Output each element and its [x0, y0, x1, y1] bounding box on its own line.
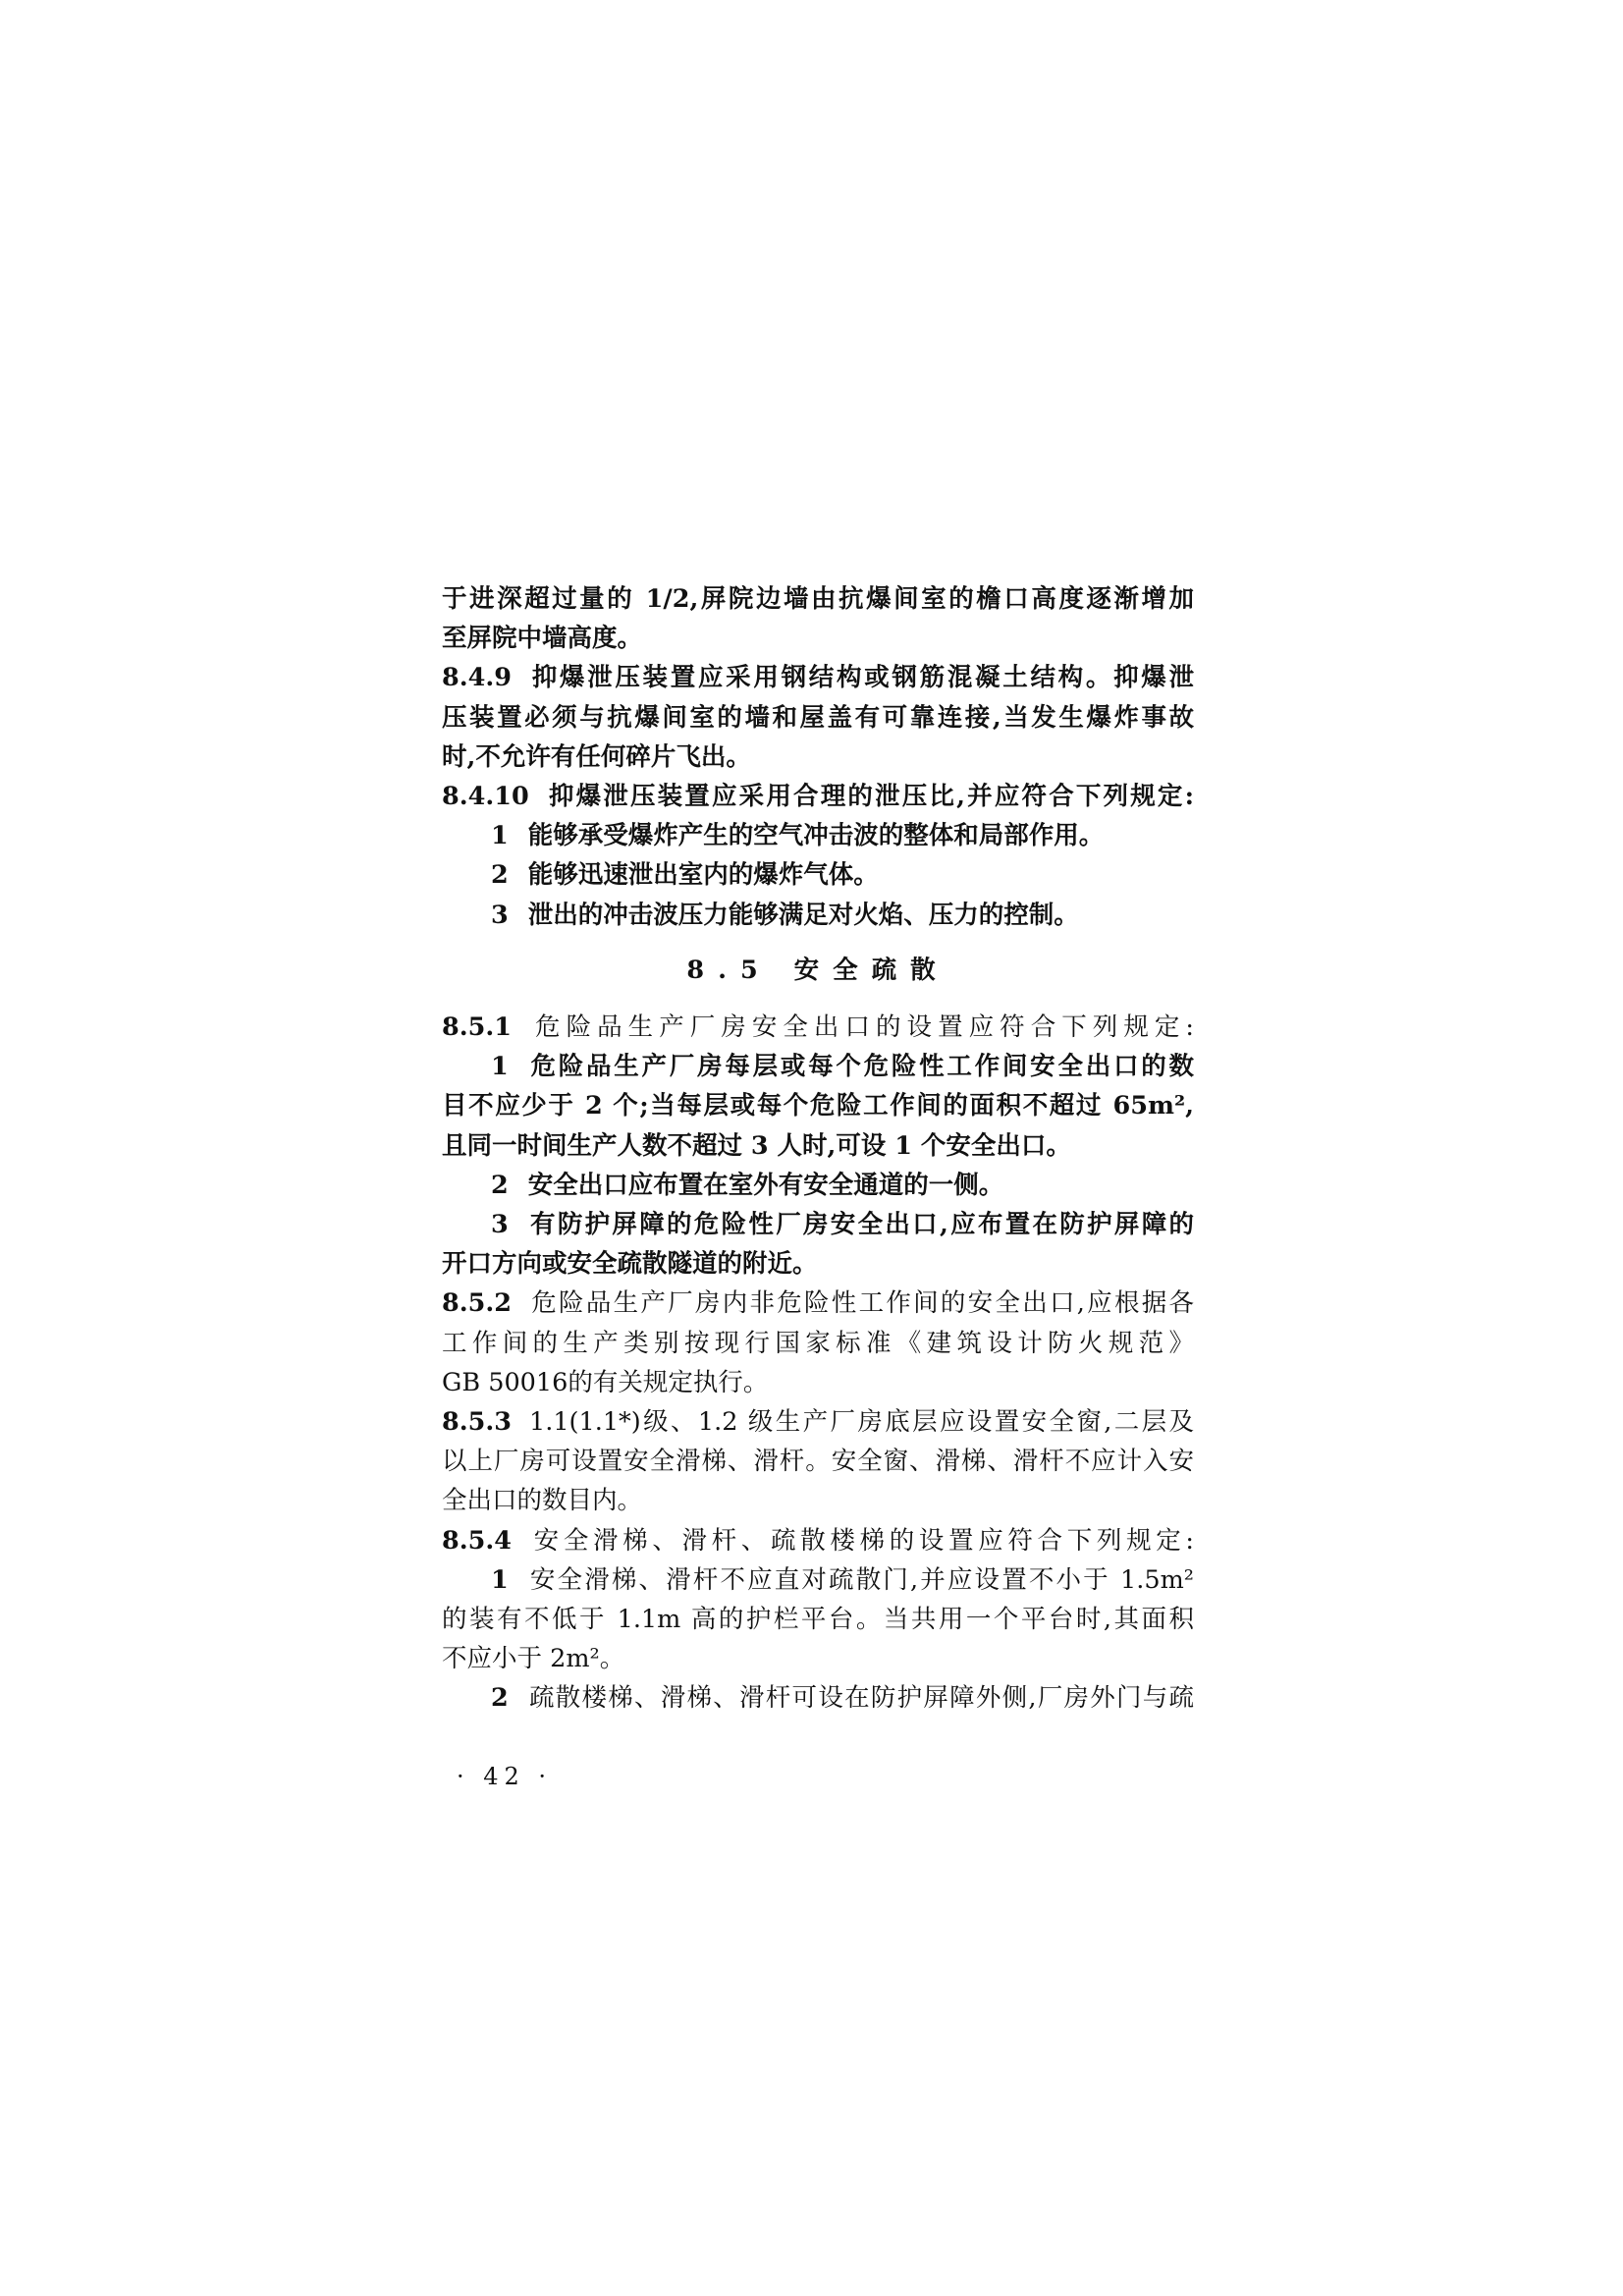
item-text: 能够承受爆炸产生的空气冲击波的整体和局部作用。 — [527, 821, 1105, 851]
item-number: 3 — [491, 1210, 509, 1240]
text-line: 于进深超过量的 1/2,屏院边墙由抗爆间室的檐口高度逐渐增加 — [442, 584, 1194, 614]
item-number: 1 — [491, 1052, 509, 1082]
item-text: 危险品生产厂房每层或每个危险性工作间安全出口的数 — [527, 1052, 1194, 1082]
page-number: · 42 · — [457, 1763, 553, 1790]
clause-number: 8.5.1 — [442, 1012, 512, 1043]
text-line: 以上厂房可设置安全滑梯、滑杆。安全窗、滑梯、滑杆不应计入安 — [442, 1447, 1194, 1477]
text-line: 的装有不低于 1.1m 高的护栏平台。当共用一个平台时,其面积 — [442, 1605, 1194, 1635]
clause-number: 8.5.4 — [442, 1525, 512, 1556]
clause-8-5-3 — [442, 1402, 1194, 1442]
text-line: 目不应少于 2 个;当每层或每个危险工作间的面积不超过 65m², — [442, 1091, 1194, 1121]
clause-number: 8.5.2 — [442, 1288, 512, 1319]
list-item — [442, 1678, 1194, 1718]
item-text: 疏散楼梯、滑梯、滑杆可设在防护屏障外侧,厂房外门与疏 — [527, 1683, 1194, 1714]
list-item — [442, 1560, 1194, 1600]
text-line: 且同一时间生产人数不超过 3 人时,可设 1 个安全出口。 — [442, 1130, 1071, 1161]
list-item — [442, 896, 1194, 935]
document-page — [442, 579, 1194, 1719]
text-line: 时,不允许有任何碎片飞出。 — [442, 741, 751, 772]
clause-text: 危险品生产厂房安全出口的设置应符合下列规定: — [528, 1012, 1194, 1043]
text-line: 工作间的生产类别按现行国家标准《建筑设计防火规范》 — [442, 1328, 1194, 1358]
item-text: 安全滑梯、滑杆不应直对疏散门,并应设置不小于 1.5m² — [527, 1564, 1194, 1595]
clause-number: 8.5.3 — [442, 1407, 512, 1438]
list-item — [442, 1166, 1194, 1205]
clause-8-4-9 — [442, 658, 1194, 697]
clause-8-5-4 — [442, 1521, 1194, 1560]
section-heading: 8.5 安全疏散 — [686, 955, 949, 985]
item-text: 安全出口应布置在室外有安全通道的一侧。 — [527, 1170, 1004, 1200]
clause-text: 抑爆泄压装置应采用钢结构或钢筋混凝土结构。抑爆泄 — [528, 663, 1194, 693]
clause-8-4-10 — [442, 777, 1194, 816]
list-item — [442, 816, 1194, 855]
item-number: 2 — [491, 1683, 509, 1714]
text-line: 至屏院中墙高度。 — [442, 624, 643, 654]
list-item — [442, 1047, 1194, 1086]
item-number: 3 — [491, 900, 509, 930]
clause-number: 8.4.10 — [442, 782, 529, 812]
clause-text: 抑爆泄压装置应采用合理的泄压比,并应符合下列规定: — [546, 782, 1194, 812]
text-line: 不应小于 2m²。 — [442, 1644, 625, 1674]
clause-8-5-1 — [442, 1008, 1194, 1047]
list-item — [442, 1205, 1194, 1244]
item-number: 2 — [491, 1170, 509, 1200]
item-text: 能够迅速泄出室内的爆炸气体。 — [527, 860, 879, 891]
text-line: 压装置必须与抗爆间室的墙和屋盖有可靠连接,当发生爆炸事故 — [442, 702, 1194, 733]
text-line: 全出口的数目内。 — [442, 1486, 643, 1516]
item-text: 有防护屏障的危险性厂房安全出口,应布置在防护屏障的 — [527, 1210, 1194, 1240]
text-line: GB 50016的有关规定执行。 — [442, 1367, 769, 1397]
clause-text: 1.1(1.1*)级、1.2 级生产厂房底层应设置安全窗,二层及 — [528, 1407, 1194, 1438]
text-line: 开口方向或安全疏散隧道的附近。 — [442, 1249, 818, 1280]
item-number: 1 — [491, 821, 509, 851]
list-item — [442, 855, 1194, 895]
item-number: 2 — [491, 860, 509, 891]
clause-number: 8.4.9 — [442, 663, 512, 693]
clause-8-5-2 — [442, 1284, 1194, 1323]
item-number: 1 — [491, 1564, 509, 1595]
clause-text: 危险品生产厂房内非危险性工作间的安全出口,应根据各 — [528, 1288, 1194, 1319]
item-text: 泄出的冲击波压力能够满足对火焰、压力的控制。 — [527, 900, 1079, 930]
clause-text: 安全滑梯、滑杆、疏散楼梯的设置应符合下列规定: — [528, 1525, 1194, 1556]
